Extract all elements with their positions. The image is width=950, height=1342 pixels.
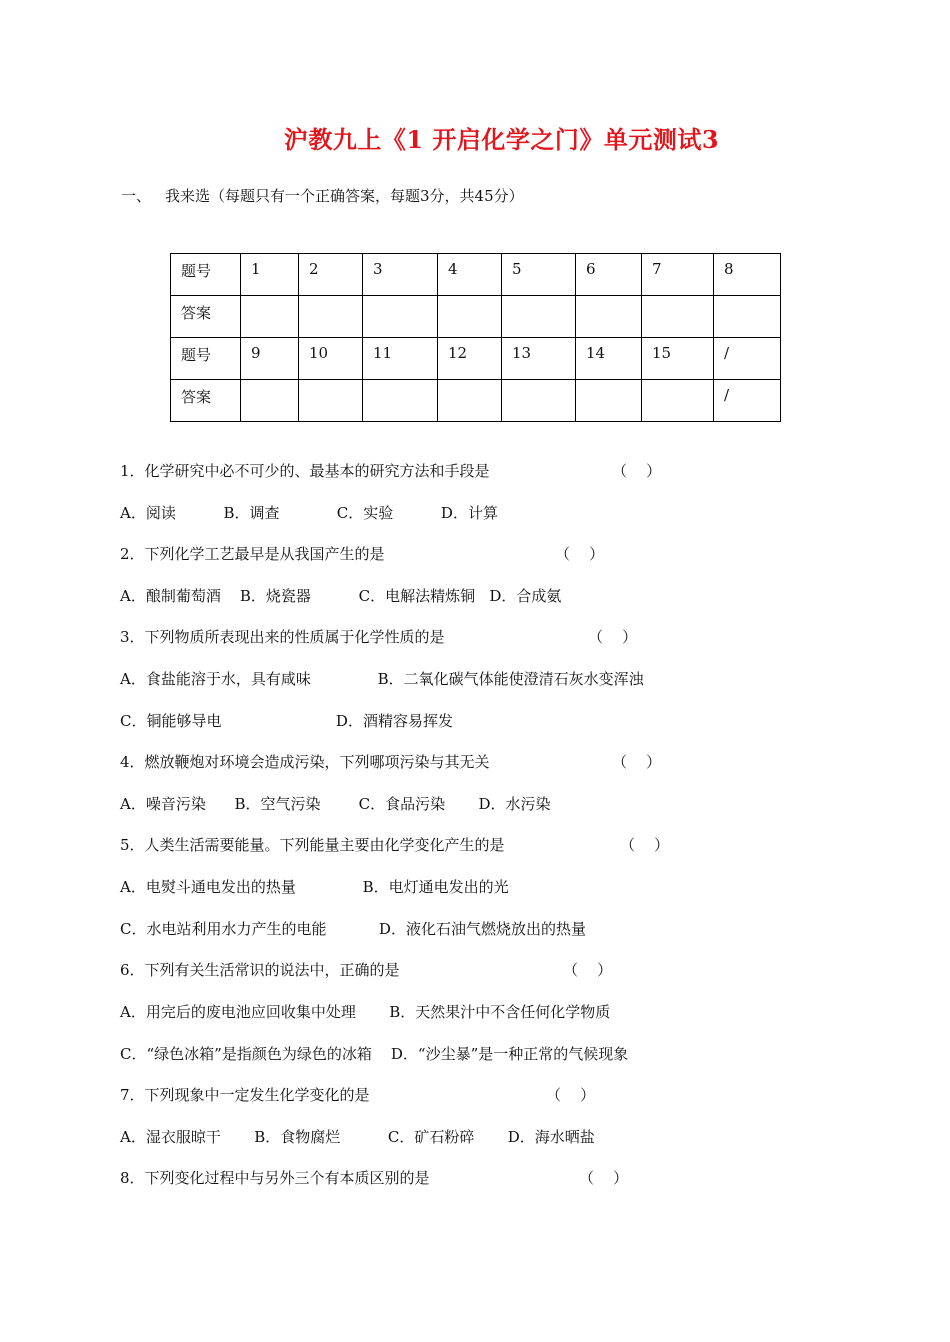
table-row <box>171 338 781 380</box>
table-cell: 题号 <box>171 254 241 296</box>
question-options: A．食盐能溶于水，具有咸味 B．二氧化碳气体能使澄清石灰水变浑浊 <box>120 670 644 688</box>
page-title: 沪教九上《1 开启化学之门》单元测试3 <box>283 125 720 154</box>
answer-blank[interactable]: （ ） <box>588 628 638 646</box>
answer-cell[interactable] <box>714 296 781 338</box>
table-cell: / <box>714 380 781 422</box>
table-cell: 11 <box>363 338 438 380</box>
answer-blank[interactable]: （ ） <box>612 462 662 480</box>
answer-cell[interactable] <box>363 380 438 422</box>
question-options: C．铜能够导电 D．酒精容易挥发 <box>120 712 453 730</box>
answer-blank[interactable]: （ ） <box>546 1086 596 1104</box>
answer-cell[interactable] <box>642 380 714 422</box>
answer-cell[interactable] <box>241 296 299 338</box>
answer-cell[interactable] <box>299 380 363 422</box>
question-stem: 3．下列物质所表现出来的性质属于化学性质的是 <box>120 628 445 646</box>
section-instructions: 我来选（每题只有一个正确答案，每题3分，共45分） <box>165 187 524 205</box>
table-cell: 1 <box>241 254 299 296</box>
answer-cell[interactable] <box>241 380 299 422</box>
table-cell: 15 <box>642 338 714 380</box>
answer-blank[interactable]: （ ） <box>555 545 605 563</box>
question-options: C．水电站利用水力产生的电能 D．液化石油气燃烧放出的热量 <box>120 920 586 938</box>
answer-cell[interactable] <box>438 296 502 338</box>
section-heading <box>121 185 524 206</box>
answer-blank[interactable]: （ ） <box>563 961 613 979</box>
table-cell: 14 <box>576 338 642 380</box>
table-cell: 2 <box>299 254 363 296</box>
question-options: A．阅读 B．调查 C．实验 D．计算 <box>120 504 498 522</box>
question-options: A．电熨斗通电发出的热量 B．电灯通电发出的光 <box>120 878 509 896</box>
answer-blank[interactable]: （ ） <box>620 836 670 854</box>
section-number: 一、 <box>121 187 152 205</box>
answer-cell[interactable] <box>438 380 502 422</box>
answer-cell[interactable] <box>502 380 576 422</box>
answer-cell[interactable] <box>576 296 642 338</box>
question-options: A．酿制葡萄酒 B．烧瓷器 C．电解法精炼铜 D．合成氨 <box>120 587 562 605</box>
table-row <box>171 296 781 338</box>
table-cell: 答案 <box>171 380 241 422</box>
answer-cell[interactable] <box>642 296 714 338</box>
table-row <box>171 254 781 296</box>
table-cell: 5 <box>502 254 576 296</box>
answer-cell[interactable] <box>502 296 576 338</box>
table-cell: 6 <box>576 254 642 296</box>
table-cell: 题号 <box>171 338 241 380</box>
table-cell: 10 <box>299 338 363 380</box>
table-cell: 9 <box>241 338 299 380</box>
answer-blank[interactable]: （ ） <box>612 753 662 771</box>
question-options: A．噪音污染 B．空气污染 C．食品污染 D．水污染 <box>120 795 551 813</box>
table-cell: 12 <box>438 338 502 380</box>
question-options: C．“绿色冰箱”是指颜色为绿色的冰箱 D．“沙尘暴”是一种正常的气候现象 <box>120 1045 629 1063</box>
answer-cell[interactable] <box>576 380 642 422</box>
question-stem: 5．人类生活需要能量。下列能量主要由化学变化产生的是 <box>120 836 505 854</box>
answer-blank[interactable]: （ ） <box>579 1169 629 1187</box>
question-options: A．用完后的废电池应回收集中处理 B．天然果汁中不含任何化学物质 <box>120 1003 611 1021</box>
question-stem: 8．下列变化过程中与另外三个有本质区别的是 <box>120 1169 430 1187</box>
question-stem: 2．下列化学工艺最早是从我国产生的是 <box>120 545 385 563</box>
question-options: A．湿衣服晾干 B．食物腐烂 C．矿石粉碎 D．海水晒盐 <box>120 1128 595 1146</box>
table-cell: 3 <box>363 254 438 296</box>
answer-cell[interactable] <box>299 296 363 338</box>
answer-cell[interactable] <box>363 296 438 338</box>
question-stem: 4．燃放鞭炮对环境会造成污染，下列哪项污染与其无关 <box>120 753 490 771</box>
table-cell: / <box>714 338 781 380</box>
question-stem: 7．下列现象中一定发生化学变化的是 <box>120 1086 370 1104</box>
table-row <box>171 380 781 422</box>
table-cell: 4 <box>438 254 502 296</box>
table-cell: 8 <box>714 254 781 296</box>
table-cell: 7 <box>642 254 714 296</box>
table-cell: 答案 <box>171 296 241 338</box>
answer-table <box>170 253 781 422</box>
question-stem: 6．下列有关生活常识的说法中，正确的是 <box>120 961 400 979</box>
table-cell: 13 <box>502 338 576 380</box>
question-stem: 1．化学研究中必不可少的、最基本的研究方法和手段是 <box>120 462 490 480</box>
